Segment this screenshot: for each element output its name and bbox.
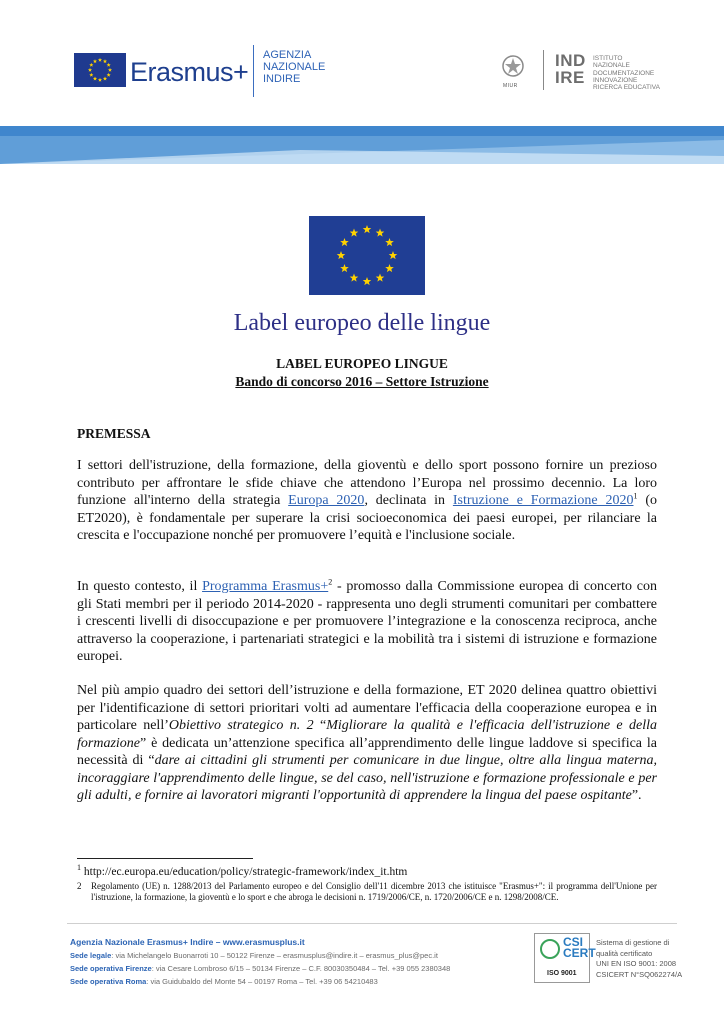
agency-line: AGENZIA — [263, 49, 312, 61]
star-icon — [88, 68, 92, 72]
link-istruzione-formazione-2020[interactable]: Istruzione e Formazione 2020 — [452, 493, 634, 508]
document-subtitle: LABEL EUROPEO LINGUE — [276, 356, 448, 371]
eu-stars-icon — [309, 216, 425, 295]
paragraph: I settori dell'istruzione, della formazione, della gioventù e dello sport possono fornire un prezioso contributo per affrontare le sfide chiave che attendono l’Europa nel prossimo decennio. La loro funzione all'interno della strategia Europa 2020, declinata in Istruzione e Formazione 2020$^1$ (o ET2020), è fondamentale per superare la crisi socioeconomica dei paesi europei, per rilanciare la crescita e l'occupazione nonché per promuovere l’equità e l'inclusione sociale. — [77, 458, 657, 543]
miur-label: MIUR — [503, 83, 518, 89]
footer-agency: Agenzia Nazionale Erasmus+ Indire – www.erasmusplus.it — [70, 937, 305, 947]
section-heading: PREMESSA — [77, 426, 151, 441]
footnote-separator — [77, 858, 253, 859]
agency-line: NAZIONALE — [263, 61, 326, 73]
star-icon — [89, 63, 93, 67]
star-icon — [376, 274, 385, 282]
star-icon — [385, 264, 394, 272]
star-icon — [389, 251, 398, 259]
csi-cert-icon — [540, 939, 560, 959]
header-divider — [543, 50, 544, 90]
iso-label: ISO 9001 — [547, 970, 577, 977]
agency-name — [263, 49, 325, 85]
star-icon — [93, 76, 97, 80]
csi-cert-text: CSI CERT — [563, 935, 596, 960]
paragraph: Nel più ampio quadro dei settori dell’istruzione e della formazione, ET 2020 delinea quattro obiettivi per l'identificazione di settori prioritari volti ad aumentare l'efficacia della cooperazione europea e in particolare nell’Obiettivo strategico n. 2 “Migliorare la qualità e l'efficacia dell'istruzione e della formazione” è dedicata un’attenzione specifica all’apprendimento delle lingue laddove si specifica la necessità di “dare ai cittadini gli strumenti per comunicare in due lingue, oltre alla lingua materna, incoraggiare l'apprendimento delle lingue, se del caso, nell'istruzione e formazione professionale e per gli adulti, e fornire ai lavoratori migranti l'opportunità di apprendere la lingua del paese ospitante”. — [77, 683, 658, 803]
footer-rule — [67, 923, 677, 924]
star-icon — [340, 238, 349, 246]
star-icon — [350, 228, 359, 236]
star-icon — [363, 225, 372, 233]
certification-text: Sistema di gestione di qualità certificato UNI EN ISO 9001: 2008 CSICERT N°SQ062274/A — [596, 938, 683, 979]
star-icon — [376, 228, 385, 236]
star-icon — [103, 59, 107, 63]
star-icon — [350, 274, 359, 282]
footnote-2: 2 Regolamento (UE) n. 1288/2013 del Parlamento europeo e del Consiglio dell'11 dicembre 2013 che istituisce "Erasmus+": il programma dell'Unione per l'istruzione, la formazione, la gioventù e lo sport e che abroga le decisioni n. 1719/2006/CE, n. 1720/2006/CE e n. 1298/2008/CE. — [77, 881, 657, 902]
star-icon — [103, 76, 107, 80]
eu-stars-icon — [74, 53, 126, 87]
footer-sede-firenze: Sede operativa Firenze: via Cesare Lombroso 6/15 – 50134 Firenze – C.F. 80030350484 – Tel. +39 055 2380348 — [70, 964, 451, 973]
document-title: Label europeo delle lingue — [233, 310, 491, 336]
star-icon — [363, 277, 372, 285]
indire-description: ISTITUTO NAZIONALE DOCUMENTAZIONE INNOVAZIONE RICERCA EDUCATIVA — [593, 55, 660, 92]
star-icon — [93, 59, 97, 63]
star-icon — [337, 251, 346, 259]
star-icon — [107, 73, 111, 77]
republic-emblem-icon — [500, 52, 526, 82]
link-europa-2020[interactable]: Europa 2020 — [288, 493, 365, 508]
paragraph: In questo contesto, il Programma Erasmus+$^2$ - promosso dalla Commissione europea di concerto con gli Stati membri per il periodo 2014-2020 - rappresenta uno degli strumenti comunitari per combattere i crescenti livelli di disoccupazione e per promuovere l’integrazione e la conoscenza reciproca, anche attraverso la cooperazione, i partenariati strategici e la mobilità tra i sistemi di istruzione e formazione europei. — [77, 577, 657, 664]
star-icon — [98, 78, 102, 82]
star-icon — [98, 58, 102, 62]
agency-line: INDIRE — [263, 73, 301, 85]
eu-flag-logo — [74, 53, 126, 87]
footer-sede-roma: Sede operativa Roma: via Guidubaldo del Monte 54 – 00197 Roma – Tel. +39 06 54210483 — [70, 977, 378, 986]
footnote-ref: 2 — [328, 577, 333, 587]
header-band — [0, 126, 724, 164]
star-icon — [340, 264, 349, 272]
indire-logo: IND IRE — [555, 51, 586, 87]
footer-sede-legale: Sede legale: via Michelangelo Buonarroti 10 – 50122 Firenze – erasmusplus@indire.it – erasmus_plus@pec.it — [70, 951, 438, 960]
document-subtitle-bando: Bando di concorso 2016 – Settore Istruzione — [235, 374, 489, 389]
link-programma-erasmus[interactable]: Programma Erasmus+ — [202, 579, 329, 594]
star-icon — [107, 63, 111, 67]
star-icon — [89, 73, 93, 77]
footer-addresses — [70, 936, 450, 988]
eu-flag — [309, 216, 425, 295]
erasmus-plus-logo: Erasmus+ — [130, 57, 249, 87]
footnote-1: $^1$ http://ec.europa.eu/education/policy/strategic-framework/index_it.htm — [77, 863, 408, 878]
star-icon — [108, 68, 112, 72]
footnote-ref: 1 — [633, 491, 638, 501]
header-divider — [253, 45, 254, 97]
star-icon — [385, 238, 394, 246]
